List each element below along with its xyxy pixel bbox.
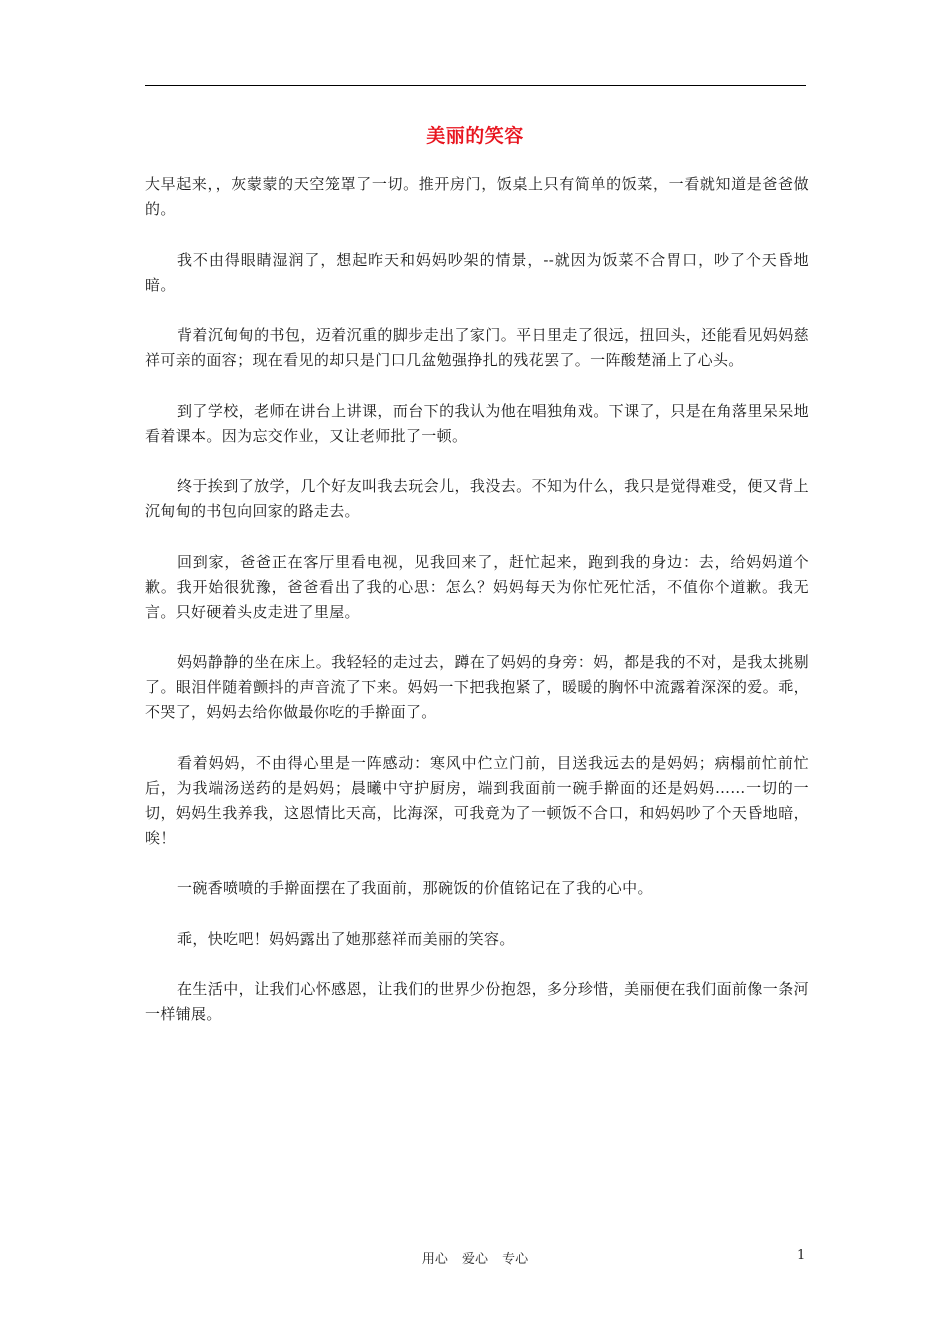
paragraph-10: 乖，快吃吧！妈妈露出了她那慈祥而美丽的笑容。 — [177, 929, 515, 948]
paragraph-2: 我不由得眼睛湿润了，想起昨天和妈妈吵架的情景，--就因为饭菜不合胃口，吵了个天昏地暗。 — [145, 250, 809, 294]
paragraph-1: 大早起来，，灰蒙蒙的天空笼罩了一切。推开房门，饭桌上只有简单的饭菜，一看就知道是爸爸做的。 — [145, 175, 809, 218]
paragraph-7: 妈妈静静的坐在床上。我轻轻的走过去，蹲在了妈妈的身旁：妈，都是我的不对，是我太挑剔了。眼泪伴随着颤抖的声音流了下来。妈妈一下把我抱紧了，暖暖的胸怀中流露着深深的爱。乖，不哭了，妈妈去给你做最你吃的手擀面了。 — [145, 653, 809, 721]
footer-motto-3: 专心 — [502, 1252, 529, 1267]
header-rule — [145, 85, 806, 86]
paragraph-6: 回到家，爸爸正在客厅里看电视，见我回来了，赶忙起来，跑到我的身边：去，给妈妈道个歉。我开始很犹豫，爸爸看出了我的心思：怎么？妈妈每天为你忙死忙活，不值你个道歉。我无言。只好硬着头皮走进了里屋。 — [145, 552, 809, 621]
paragraph-3: 背着沉甸甸的书包，迈着沉重的脚步走出了家门。平日里走了很远，扭回头，还能看见妈妈慈祥可亲的面容；现在看见的却只是门口几盆勉强挣扎的残花罢了。一阵酸楚涌上了心头。 — [145, 326, 809, 369]
footer-motto-1: 用心 — [421, 1252, 448, 1267]
paragraph-11: 在生活中，让我们心怀感恩，让我们的世界少份抱怨，多分珍惜，美丽便在我们面前像一条河一样铺展。 — [145, 980, 809, 1023]
document-title: 美丽的笑容 — [426, 125, 524, 147]
paragraph-4: 到了学校，老师在讲台上讲课，而台下的我认为他在唱独角戏。下课了，只是在角落里呆呆地看着课本。因为忘交作业，又让老师批了一顿。 — [145, 401, 809, 445]
paragraph-5: 终于挨到了放学，几个好友叫我去玩会儿，我没去。不知为什么，我只是觉得难受，便又背上沉甸甸的书包向回家的路走去。 — [145, 477, 809, 520]
paragraph-9: 一碗香喷喷的手擀面摆在了我面前，那碗饭的价值铭记在了我的心中。 — [177, 879, 653, 897]
page-number: 1 — [797, 1248, 806, 1263]
paragraph-8: 看着妈妈，不由得心里是一阵感动：寒风中伫立门前，目送我远去的是妈妈；病榻前忙前忙后，为我端汤送药的是妈妈；晨曦中守护厨房，端到我面前一碗手擀面的还是妈妈……一切的一切，妈妈生我养我，这恩情比天高，比海深，可我竟为了一顿饭不合口，和妈妈吵了个天昏地暗，唉！ — [145, 753, 809, 847]
footer-motto-2: 爱心 — [461, 1252, 488, 1267]
footer-motto — [0, 1248, 950, 1267]
document-body — [145, 172, 809, 1053]
